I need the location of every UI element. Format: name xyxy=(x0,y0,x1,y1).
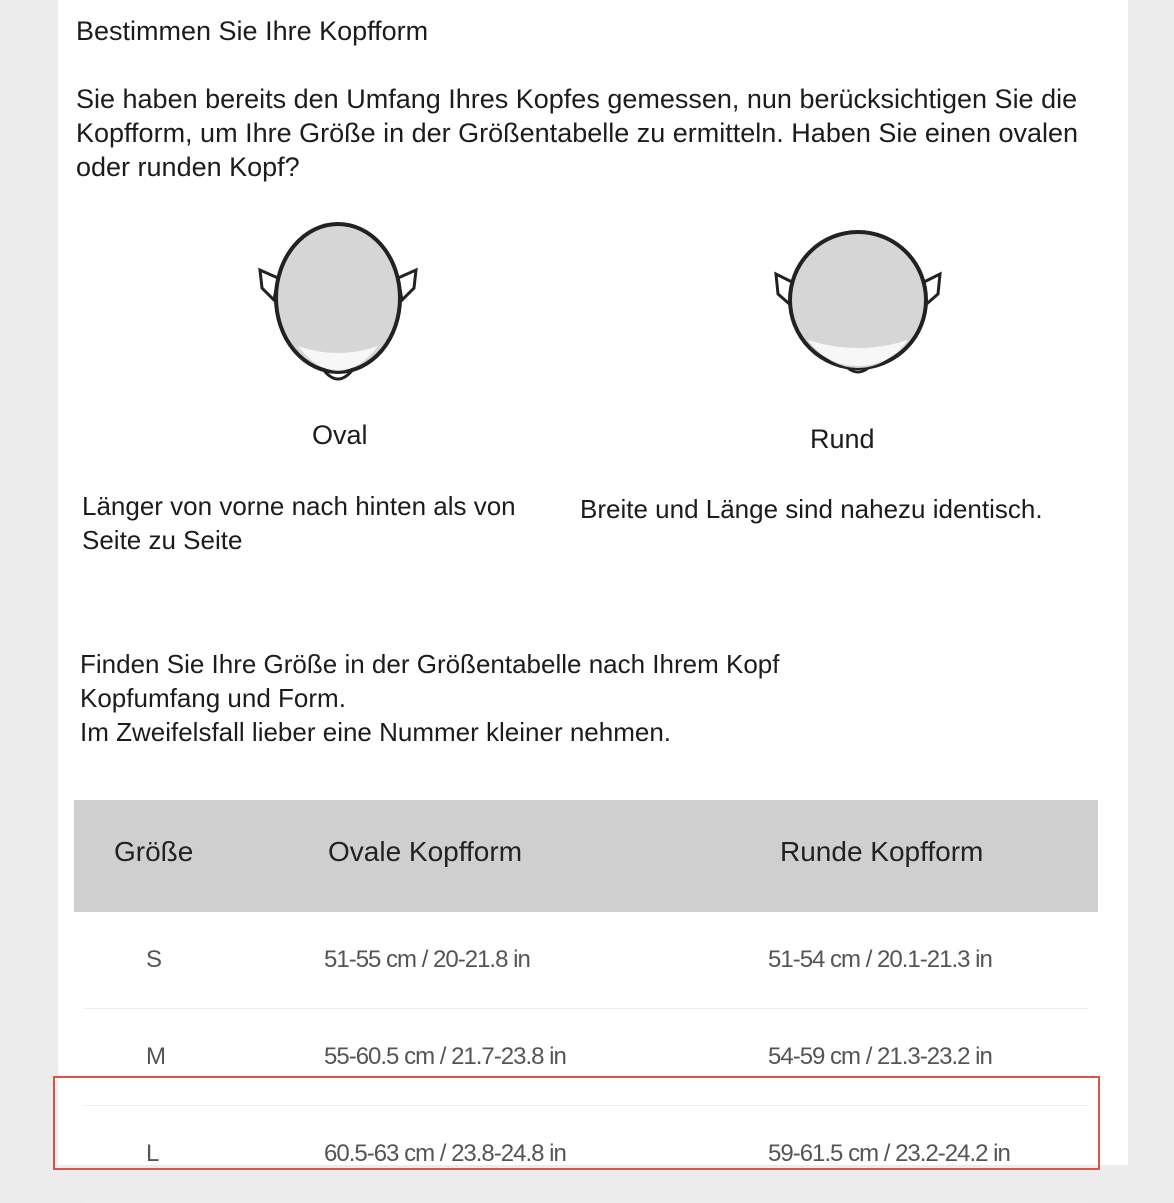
oval-description: Länger von vorne nach hinten als von Seite zu Seite xyxy=(82,491,516,555)
cell-size: M xyxy=(146,1043,165,1070)
instructions-line-3: Im Zweifelsfall lieber eine Nummer kleiner nehmen. xyxy=(80,717,672,747)
intro-paragraph: Sie haben bereits den Umfang Ihres Kopfes gemessen, nun berücksichtigen Sie die Kopfform, um Ihre Größe in der Größentabelle zu ermitteln. Haben Sie einen ovalen oder runden Kopf? xyxy=(76,84,1079,182)
instructions-line-1: Finden Sie Ihre Größe in der Größentabelle nach Ihrem Kopf xyxy=(80,649,780,679)
table-row xyxy=(84,912,1088,1009)
cell-size: S xyxy=(146,946,162,973)
cell-oval: 55-60.5 cm / 21.7-23.8 in xyxy=(324,1043,566,1070)
header-size: Größe xyxy=(114,836,194,867)
cell-round: 51-54 cm / 20.1-21.3 in xyxy=(768,946,992,973)
cell-round: 54-59 cm / 21.3-23.2 in xyxy=(768,1043,992,1070)
header-oval: Ovale Kopfform xyxy=(328,836,523,867)
cell-size: L xyxy=(146,1140,159,1167)
highlight-box xyxy=(53,1076,1100,1170)
round-head-icon xyxy=(768,222,948,392)
oval-label: Oval xyxy=(312,420,368,450)
cell-oval: 60.5-63 cm / 23.8-24.8 in xyxy=(324,1140,566,1167)
oval-head-icon xyxy=(248,218,428,398)
round-description: Breite und Länge sind nahezu identisch. xyxy=(580,494,1043,524)
cell-oval: 51-55 cm / 20-21.8 in xyxy=(324,946,530,973)
page-title: Bestimmen Sie Ihre Kopfform xyxy=(76,16,429,46)
size-instructions xyxy=(80,647,1080,749)
instructions-line-2: Kopfumfang und Form. xyxy=(80,683,346,713)
table-header xyxy=(74,800,1098,912)
round-label: Rund xyxy=(810,424,875,454)
cell-round: 59-61.5 cm / 23.2-24.2 in xyxy=(768,1140,1010,1167)
header-round: Runde Kopfform xyxy=(780,836,984,867)
